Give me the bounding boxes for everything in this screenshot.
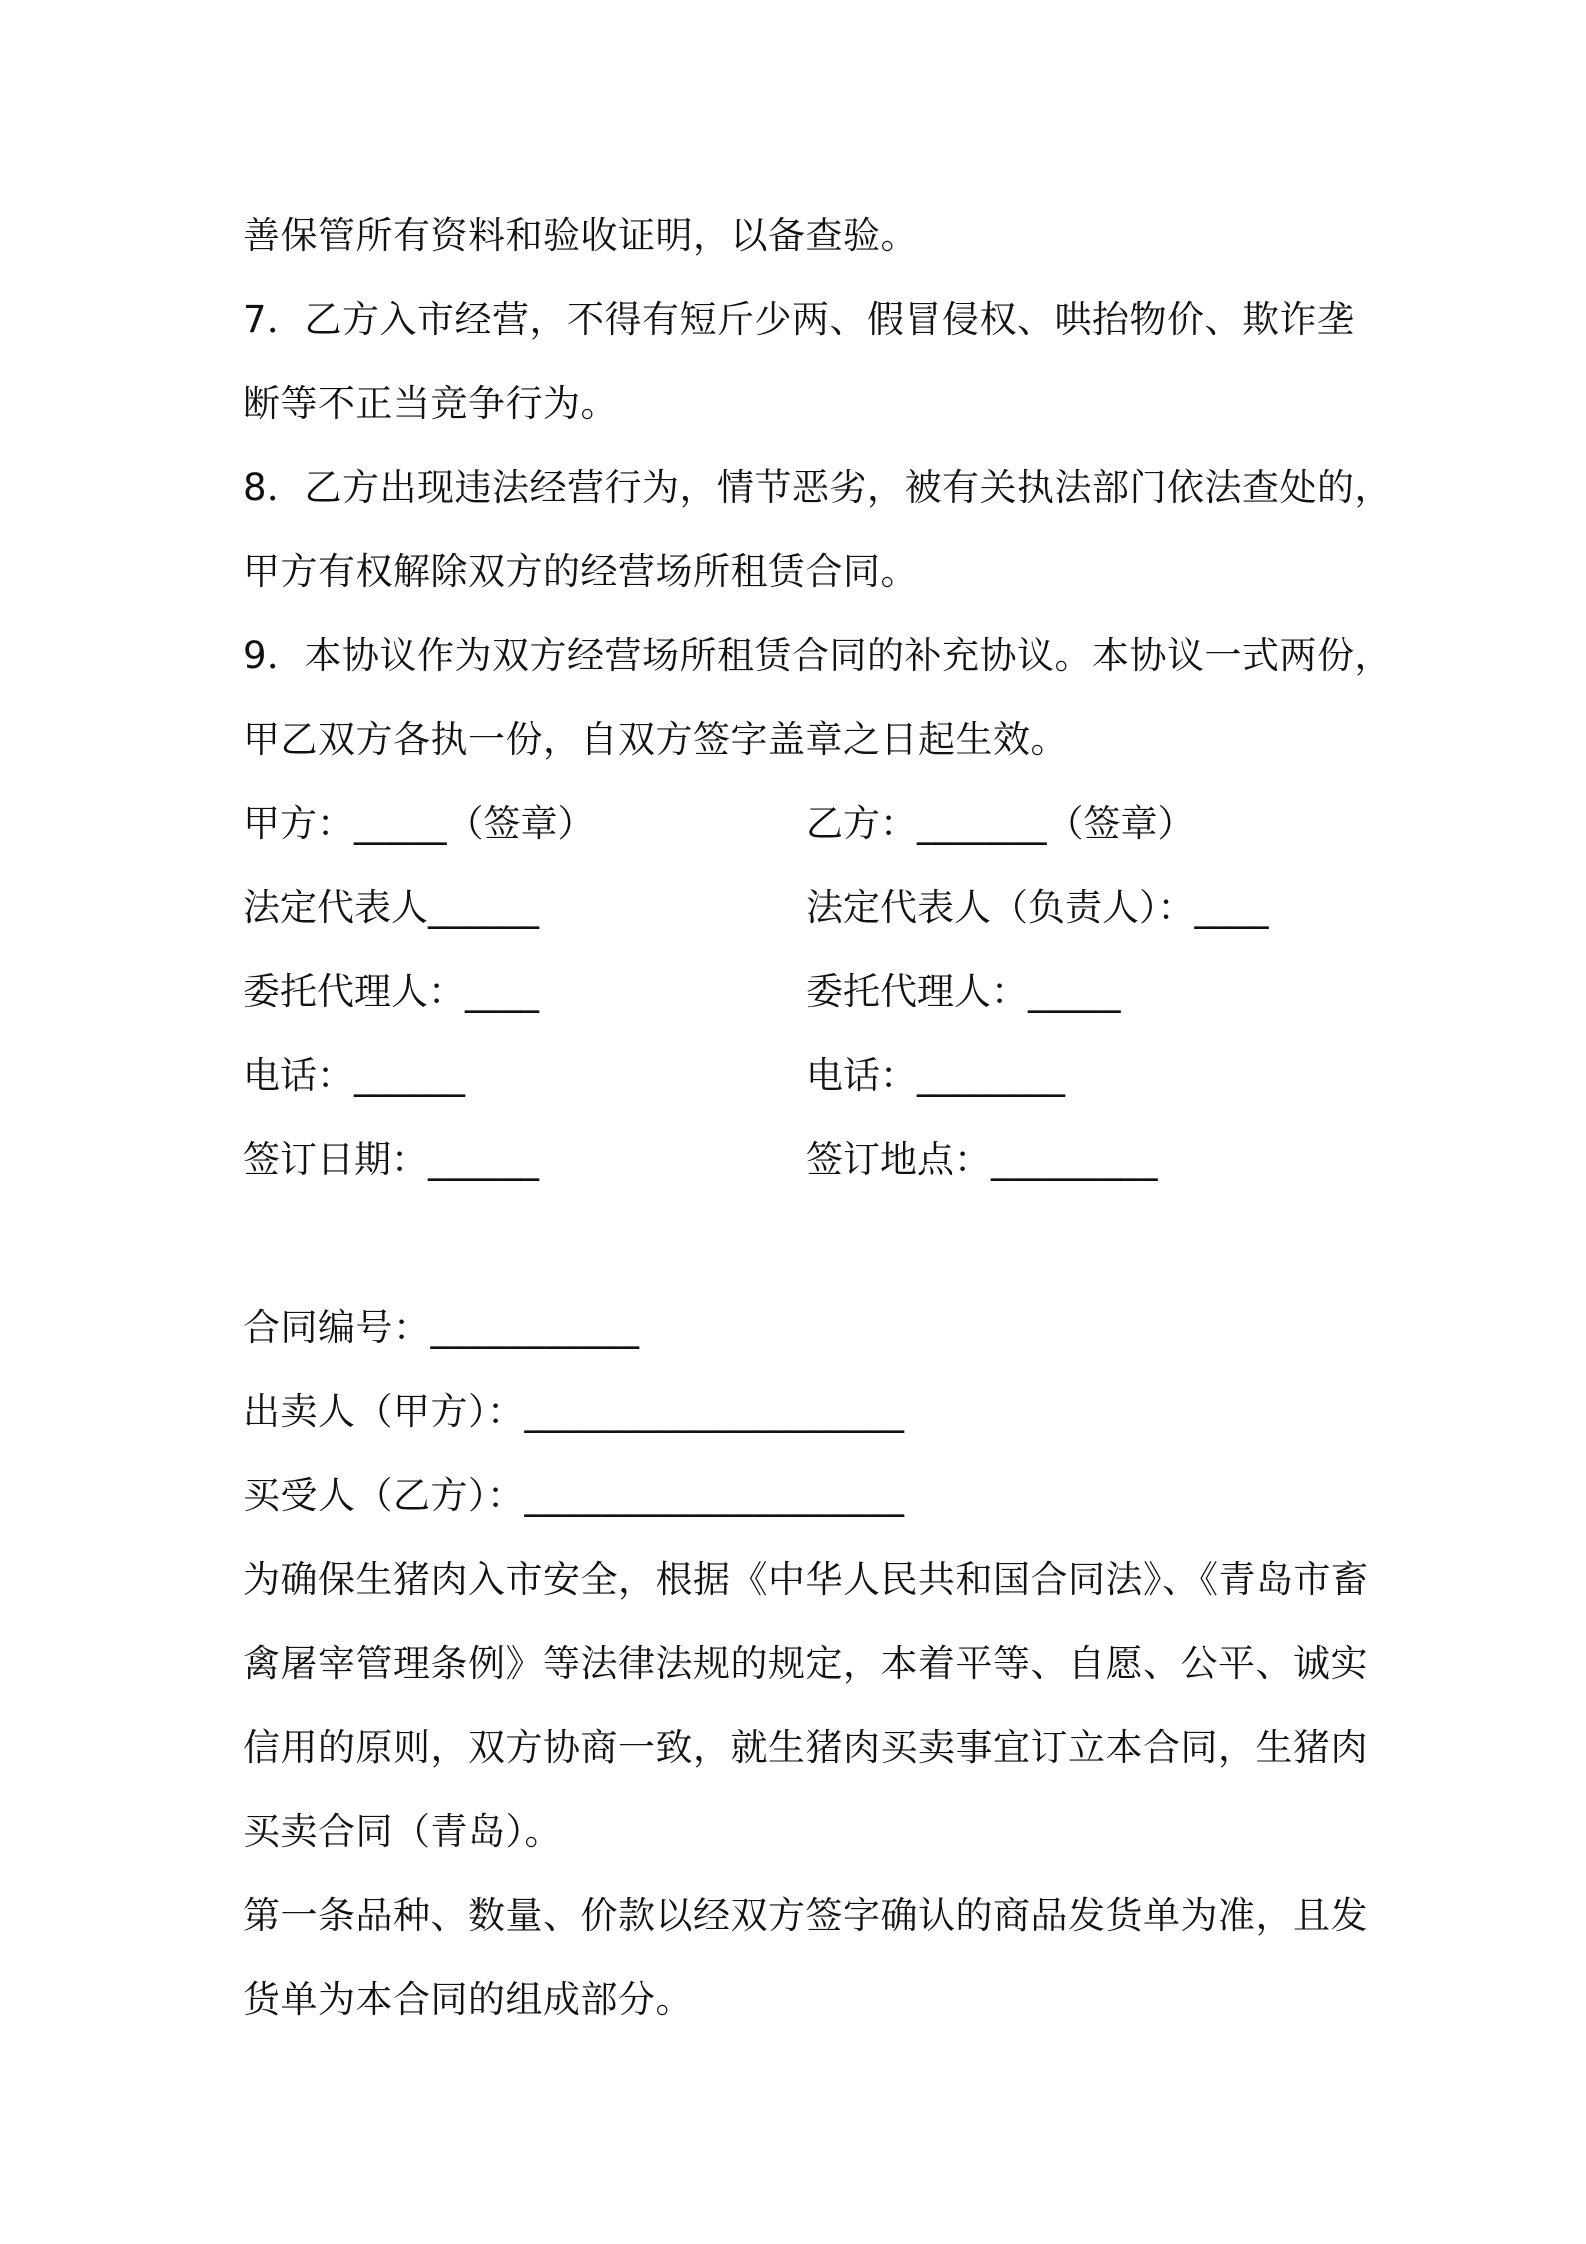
party-a-phone: 电话：______ (243, 1054, 465, 1097)
clause-line: 甲方有权解除双方的经营场所租赁合同。 (243, 550, 918, 593)
body-line: 信用的原则，双方协商一致，就生猪肉买卖事宜订立本合同，生猪肉 (243, 1726, 1368, 1769)
signature-row (243, 1118, 1373, 1202)
signature-row (243, 866, 1373, 950)
body-line: 第一条品种、数量、价款以经双方签字确认的商品发货单为准，且发 (243, 1894, 1368, 1937)
clause-line: 断等不正当竞争行为。 (243, 382, 618, 425)
contract-header (243, 1286, 1373, 1538)
party-b-legal-rep: 法定代表人（负责人）：____ (806, 886, 1269, 929)
document-content (243, 194, 1393, 2042)
section-gap (243, 1202, 1373, 1286)
clause-line: 9．本协议作为双方经营场所租赁合同的补充协议。本协议一式两份， (243, 634, 1393, 677)
buyer-line: 买受人（乙方）：____________________ (243, 1474, 905, 1517)
party-a-agent: 委托代理人：____ (243, 970, 539, 1013)
signature-row (243, 782, 1373, 866)
clause-line: 善保管所有资料和验收证明，以备查验。 (243, 214, 918, 257)
contract-number: 合同编号：___________ (243, 1306, 640, 1349)
signature-row (243, 1034, 1373, 1118)
signature-row (243, 950, 1373, 1034)
signature-block (243, 782, 1373, 1202)
signing-place: 签订地点：_________ (806, 1138, 1158, 1181)
clause-line: 8．乙方出现违法经营行为，情节恶劣，被有关执法部门依法查处的， (243, 466, 1393, 509)
body-line: 为确保生猪肉入市安全，根据《中华人民共和国合同法》、《青岛市畜 (243, 1558, 1369, 1601)
party-b-agent: 委托代理人：_____ (806, 970, 1121, 1013)
party-b-phone: 电话：________ (806, 1054, 1065, 1097)
clause-line: 甲乙双方各执一份，自双方签字盖章之日起生效。 (243, 718, 1068, 761)
seller-line: 出卖人（甲方）：____________________ (243, 1390, 905, 1433)
clause-line: 7．乙方入市经营，不得有短斤少两、假冒侵权、哄抬物价、欺诈垄 (243, 298, 1355, 341)
signing-date: 签订日期：______ (243, 1138, 539, 1181)
body-line: 货单为本合同的组成部分。 (243, 1978, 693, 2021)
supplementary-clauses (243, 194, 1393, 782)
party-a-signature: 甲方：_____（签章） (243, 802, 595, 845)
contract-body (243, 1538, 1373, 2042)
body-line: 禽屠宰管理条例》等法律法规的规定，本着平等、自愿、公平、诚实 (243, 1642, 1368, 1685)
party-a-legal-rep: 法定代表人______ (243, 886, 539, 929)
body-line: 买卖合同（青岛）。 (243, 1810, 562, 1853)
party-b-signature: 乙方：_______（签章） (806, 802, 1195, 845)
